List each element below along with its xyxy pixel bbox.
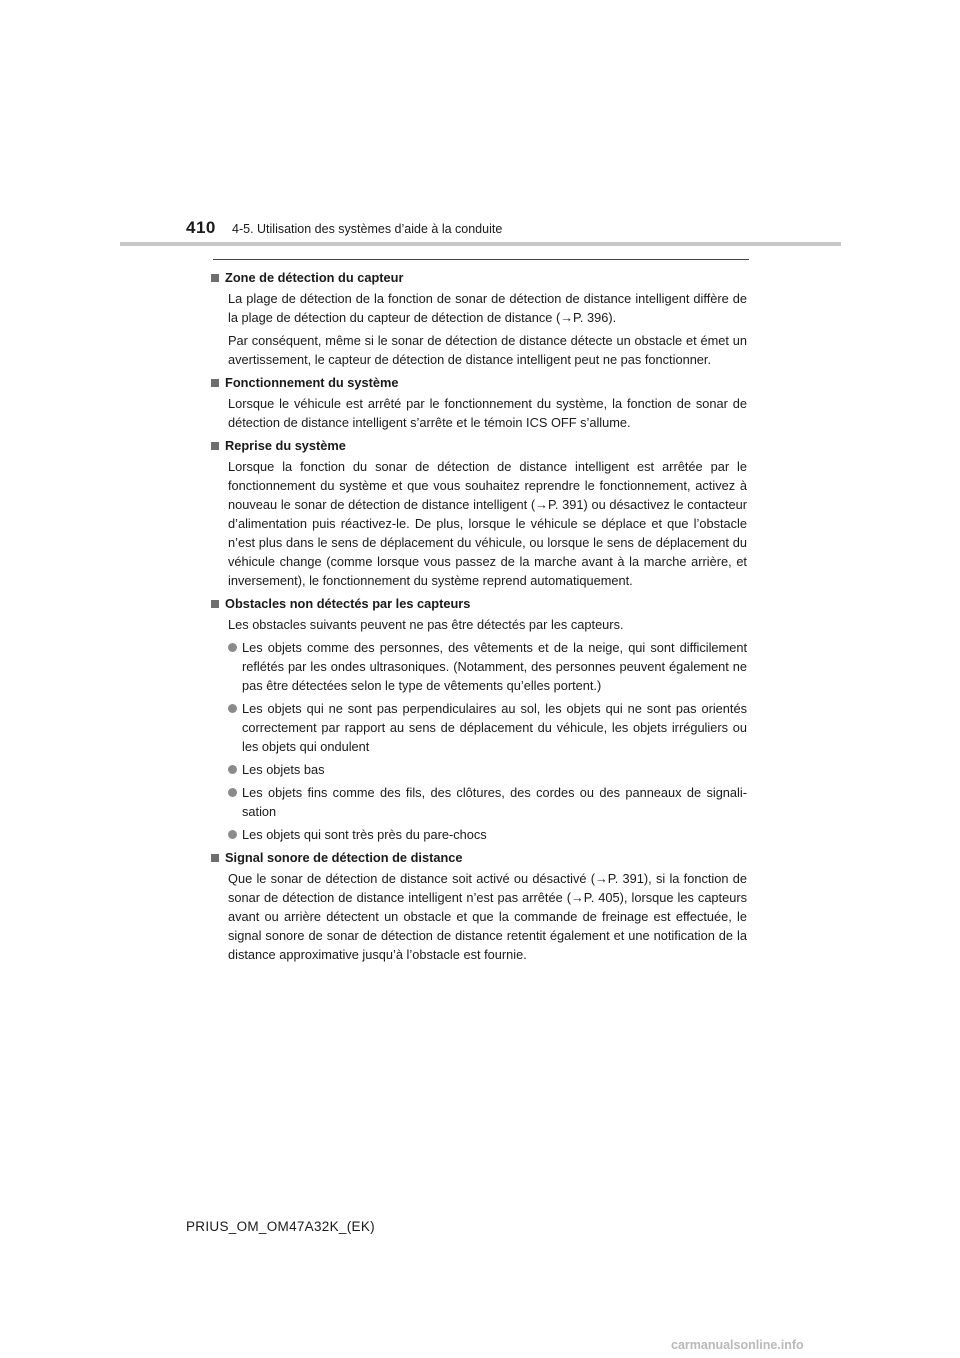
section-heading: Signal sonore de détection de distance (225, 850, 463, 865)
paragraph: Que le sonar de détection de distance soit activé ou désactivé (→P. 391), si la fonction de sonar de détection de distance intelligent n’est pas arrêtée (→P. 405), lorsque les capteurs avant ou arrière détectent un obstacle et que la commande de freinage est effectuée, le signal sonore de sonar de détection de distance retentit également et une notification de la distance approximative jusqu’à l’obstacle est fournie. (228, 871, 747, 962)
round-bullet-icon (228, 765, 237, 774)
list-item: Les objets qui ne sont pas perpendiculaires au sol, les objets qui ne sont pas orientés correctement par rapport au sens de déplacement du véhicule, les objets irréguliers ou les objets qui ondulent (228, 699, 747, 756)
list-item: Les objets qui sont très près du pare-chocs (228, 825, 747, 844)
round-bullet-icon (228, 788, 237, 797)
square-bullet-icon (211, 274, 219, 282)
section-sensor-detection-zone (211, 268, 747, 369)
watermark: carmanualsonline.info (671, 1338, 804, 1352)
square-bullet-icon (211, 442, 219, 450)
square-bullet-icon (211, 854, 219, 862)
round-bullet-icon (228, 704, 237, 713)
content-divider (213, 259, 749, 260)
paragraph: La plage de détection de la fonction de sonar de détection de distance intelligent diffère de la plage de détection du capteur de détection de distance (→P. 396). (228, 291, 747, 325)
bullet-list (228, 638, 747, 844)
paragraph: Lorsque le véhicule est arrêté par le fonctionnement du système, la fonction de sonar de détection de distance intelligent s’arrête et le témoin ICS OFF s’allume. (228, 396, 747, 430)
section-heading: Obstacles non détectés par les capteurs (225, 596, 471, 611)
square-bullet-icon (211, 379, 219, 387)
paragraph: Par conséquent, même si le sonar de détection de distance détecte un obstacle et émet un avertissement, le capteur de détection de distance intelligent peut ne pas fonctionner. (228, 333, 747, 367)
document-code: PRIUS_OM_OM47A32K_(EK) (186, 1219, 375, 1234)
list-item: Les objets bas (228, 760, 747, 779)
round-bullet-icon (228, 643, 237, 652)
paragraph: Les obstacles suivants peuvent ne pas être détectés par les capteurs. (228, 617, 624, 632)
list-item: Les objets comme des personnes, des vêtements et de la neige, qui sont difficilement reflétés par les ondes ultrasoniques. (Notamment, des personnes peuvent également ne pas être détectées selon le type de vêtements qu’elles portent.) (228, 638, 747, 695)
section-system-resume (211, 436, 747, 590)
round-bullet-icon (228, 830, 237, 839)
section-heading: Zone de détection du capteur (225, 270, 404, 285)
square-bullet-icon (211, 600, 219, 608)
list-item: Les objets fins comme des fils, des clôtures, des cordes ou des panneaux de signalisation (228, 783, 747, 821)
section-title: 4-5. Utilisation des systèmes d’aide à la conduite (232, 222, 503, 236)
page-content (211, 268, 747, 968)
page-number: 410 (186, 218, 216, 237)
section-system-operation (211, 373, 747, 432)
section-undetected-obstacles (211, 594, 747, 844)
section-heading: Fonctionnement du système (225, 375, 399, 390)
paragraph: Lorsque la fonction du sonar de détection de distance intelligent est arrêtée par le fonctionnement du système et que vous souhaitez reprendre le fonctionnement, activez à nouveau le sonar de détection de distance intelligent (→P. 391) ou désactivez le contacteur d’alimentation puis réactivez-le. De plus, lorsque le véhicule se déplace et que l’obstacle n’est plus dans le sens de déplacement du véhicule, ou lorsque le sens de déplacement du véhicule change (comme lorsque vous passez de la marche avant à la marche arrière, et inversement), le fonctionnement du système reprend automatiquement. (228, 459, 747, 588)
section-distance-signal (211, 848, 747, 964)
header-rule (120, 242, 841, 246)
section-heading: Reprise du système (225, 438, 346, 453)
